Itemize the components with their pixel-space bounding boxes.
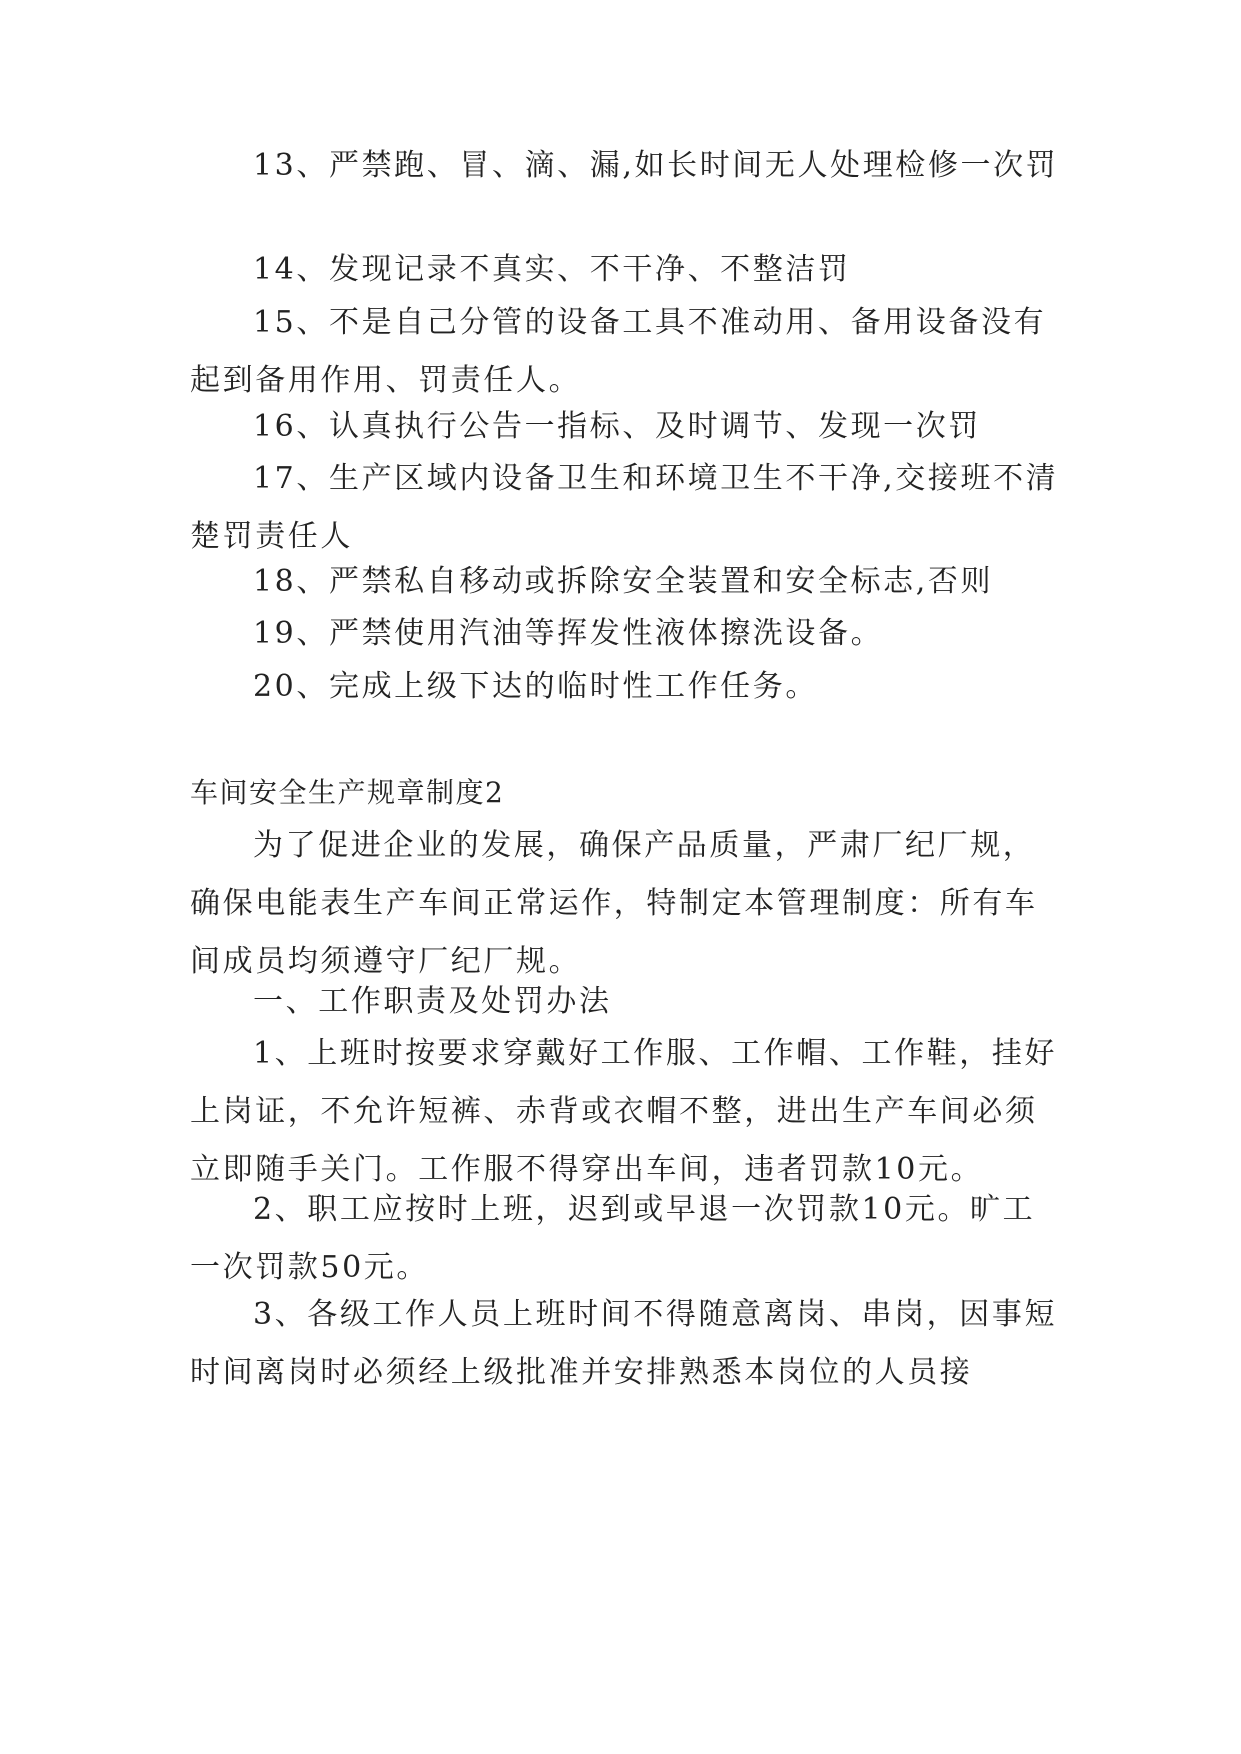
duty-item-2: 2、职工应按时上班，迟到或早退一次罚款10元。旷工一次罚款50元。 [190, 1192, 1036, 1285]
rule-item-18: 18、严禁私自移动或拆除安全装置和安全标志,否则 [253, 564, 994, 599]
rule-item-13: 13、严禁跑、冒、滴、漏,如长时间无人处理检修一次罚 [253, 148, 1059, 183]
rule-item-20: 20、完成上级下达的临时性工作任务。 [253, 669, 818, 704]
rule-item-16: 16、认真执行公告一指标、及时调节、发现一次罚 [253, 409, 981, 444]
rule-item-14: 14、发现记录不真实、不干净、不整洁罚 [253, 252, 851, 287]
rule-item-19: 19、严禁使用汽油等挥发性液体擦洗设备。 [253, 616, 884, 651]
duty-item-1: 1、上班时按要求穿戴好工作服、工作帽、工作鞋，挂好上岗证，不允许短裤、赤背或衣帽不整，进出生产车间必须立即随手关门。工作服不得穿出车间，违者罚款10元。 [190, 1036, 1058, 1187]
section-title: 车间安全生产规章制度2 [190, 776, 505, 809]
rule-item-15: 15、不是自己分管的设备工具不准动用、备用设备没有起到备用作用、罚责任人。 [190, 305, 1047, 398]
intro-paragraph: 为了促进企业的发展，确保产品质量，严肃厂纪厂规，确保电能表生产车间正常运作，特制定本管理制度：所有车间成员均须遵守厂纪厂规。 [190, 828, 1038, 979]
duty-item-3: 3、各级工作人员上班时间不得随意离岗、串岗，因事短时间离岗时必须经上级批准并安排熟悉本岗位的人员接 [190, 1297, 1058, 1390]
rule-item-17: 17、生产区域内设备卫生和环境卫生不干净,交接班不清楚罚责任人 [190, 461, 1059, 554]
subheading: 一、工作职责及处罚办法 [253, 984, 612, 1019]
